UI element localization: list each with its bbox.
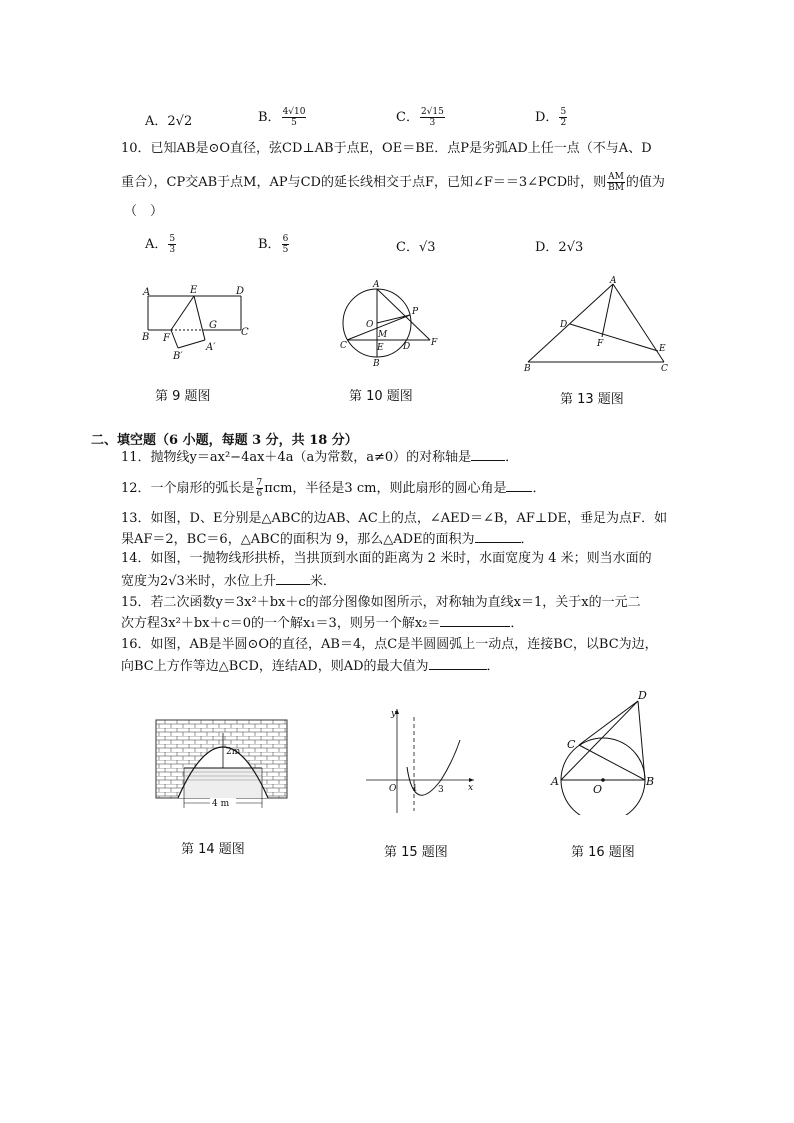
fig9-label-c: C [241, 327, 249, 338]
fig10-label-b: B [373, 359, 380, 369]
fig9-folded-bottom [178, 340, 205, 348]
fig10-label-c: C [340, 341, 347, 351]
fig9-label-d: D [236, 286, 245, 297]
q9-option-b-fraction: $\frac{4√10}{5}$ [282, 107, 306, 128]
fig15-label-three: 3 [438, 785, 444, 795]
fig13-caption: 第 13 题图 [560, 392, 624, 407]
figure-14 [150, 712, 295, 817]
fig10-label-f: F [431, 338, 438, 348]
fig14-water [184, 768, 262, 798]
figure-13 [518, 275, 678, 375]
q10-option-a: A． $\frac{5}{3}$ [145, 234, 176, 255]
fig9-crease [171, 296, 194, 330]
q11: 11．抛物线y＝ax²−4ax＋4a（a为常数，a≠0）的对称轴是 ． [121, 450, 519, 465]
q14-line1: 14．如图，一抛物线形拱桥，当拱顶到水面的距离为 2 米时，水面宽度为 4 米；则当水面的 [121, 551, 652, 566]
q16-line1: 16．如图，AB是半圆⊙O的直径，AB＝4，点C是半圆圆弧上一动点，连接BC，以BC为边， [121, 637, 658, 652]
fig13-label-a: A [610, 276, 617, 286]
fig16-caption: 第 16 题图 [571, 845, 635, 860]
q13-answer-blank[interactable] [475, 530, 521, 543]
fig9-label-b: B [142, 332, 150, 343]
q14-answer-blank[interactable] [276, 572, 310, 585]
fig16-label-b: B [646, 775, 655, 788]
fig14-width-label: 4 m [212, 799, 230, 809]
fig13-side-ab [528, 284, 613, 362]
fig15-label-x: x [468, 783, 474, 793]
section-2-title: 二、填空题（6 小题，每题 3 分，共 18 分） [91, 433, 358, 448]
q10-option-a-fraction: $\frac{5}{3}$ [169, 234, 176, 255]
q10-line2: 重合），CP交AB于点M，AP与CD的延长线相交于点F，已知∠F＝＝3∠PCD时，则 $\frac{AM}{BM}$ 的值为 [121, 172, 665, 193]
q9-option-a: A．2√2 [145, 114, 193, 129]
q14-line2: 宽度为2√3米时，水位上升 米． [121, 574, 336, 589]
fig13-label-c: C [661, 364, 668, 374]
fig10-caption: 第 10 题图 [349, 389, 413, 404]
fig9-label-g: G [209, 320, 217, 331]
fig16-label-c: C [567, 738, 576, 751]
q11-answer-blank[interactable] [471, 448, 505, 461]
q9-option-d: D． $\frac{5}{2}$ [535, 107, 567, 128]
fig16-segment-bc [579, 745, 645, 780]
q12-fraction: $\frac{7}{6}$ [256, 478, 263, 499]
q10-line1: 10．已知AB是⊙O直径，弦CD⊥AB于点E，OE＝BE．点P是劣弧AD上任一点（不与A、D [121, 141, 652, 156]
q15-line1: 15．若二次函数y＝3x²＋bx＋c的部分图像如图所示，对称轴为直线x＝1，关于x的一元二 [121, 595, 641, 610]
fig16-center-point [601, 778, 605, 782]
q9-option-b: B． $\frac{4√10}{5}$ [258, 107, 306, 128]
fig10-label-e: E [377, 343, 384, 353]
fig13-label-d: D [560, 320, 568, 330]
fig10-label-d: D [403, 342, 411, 352]
fig16-label-d: D [638, 690, 647, 702]
fig16-label-a: A [551, 775, 559, 788]
figure-16 [548, 690, 663, 815]
fig16-label-o: O [593, 783, 603, 796]
q10-option-b: B． $\frac{6}{5}$ [258, 234, 289, 255]
q16-answer-blank[interactable] [429, 657, 487, 670]
fig9-caption: 第 9 题图 [155, 389, 211, 404]
q10-option-d: D．2√3 [535, 240, 584, 255]
fig9-folded-left [171, 330, 178, 348]
fig9-label-b-prime: B′ [173, 351, 183, 362]
fig14-height-label: 2m [226, 747, 241, 757]
fig15-label-origin: O [389, 784, 397, 794]
fig9-label-e: E [190, 285, 198, 296]
q10-option-c: C．√3 [396, 240, 436, 255]
fig15-label-y: y [391, 709, 397, 719]
fig13-label-e: E [659, 344, 666, 354]
q15-answer-blank[interactable] [440, 614, 510, 627]
fig10-label-a: A [373, 280, 380, 290]
fig9-folded-right [194, 296, 205, 340]
fig15-label-one: 1 [412, 784, 418, 794]
fig14-caption: 第 14 题图 [181, 842, 245, 857]
figure-10 [333, 275, 448, 375]
fig10-label-o: O [366, 320, 374, 330]
figure-15 [358, 703, 478, 818]
q9-option-c: C． $\frac{2√15}{3}$ [396, 107, 444, 128]
fig16-segment-bd [638, 701, 645, 780]
q16-line2: 向BC上方作等边△BCD，连结AD，则AD的最大值为 ． [121, 659, 500, 674]
q12: 12．一个扇形的弧长是 $\frac{7}{6}$ πcm，半径是3 cm，则此扇形的圆心角是 ． [121, 478, 546, 499]
fig10-label-p: P [412, 307, 419, 317]
q15-line2: 次方程3x²＋bx＋c＝0的一个解x₁＝3，则另一个解x₂＝ ． [121, 616, 524, 631]
fig15-caption: 第 15 题图 [384, 845, 448, 860]
q9-option-c-fraction: $\frac{2√15}{3}$ [420, 107, 444, 128]
fig13-label-b: B [524, 364, 531, 374]
q9-option-d-fraction: $\frac{5}{2}$ [560, 107, 567, 128]
q12-answer-blank[interactable] [506, 479, 532, 492]
fig9-label-f: F [163, 333, 170, 344]
fig13-segment-de [570, 324, 658, 351]
q13-line1: 13．如图，D、E分别是△ABC的边AB、AC上的点，∠AED＝∠B，AF⊥DE，垂足为点F．如 [121, 511, 668, 526]
fig9-label-a-prime: A′ [206, 342, 216, 353]
q10-fraction: $\frac{AM}{BM}$ [608, 172, 624, 193]
fig13-label-f: F [597, 339, 604, 349]
q10-option-b-fraction: $\frac{6}{5}$ [282, 234, 289, 255]
q10-paren: （ ） [124, 204, 164, 219]
q13-line2: 果AF＝2，BC＝6，△ABC的面积为 9，那么△ADE的面积为 ． [121, 532, 534, 547]
fig10-label-m: M [378, 330, 388, 340]
fig9-label-a: A [143, 287, 151, 298]
figure-9 [135, 280, 260, 370]
